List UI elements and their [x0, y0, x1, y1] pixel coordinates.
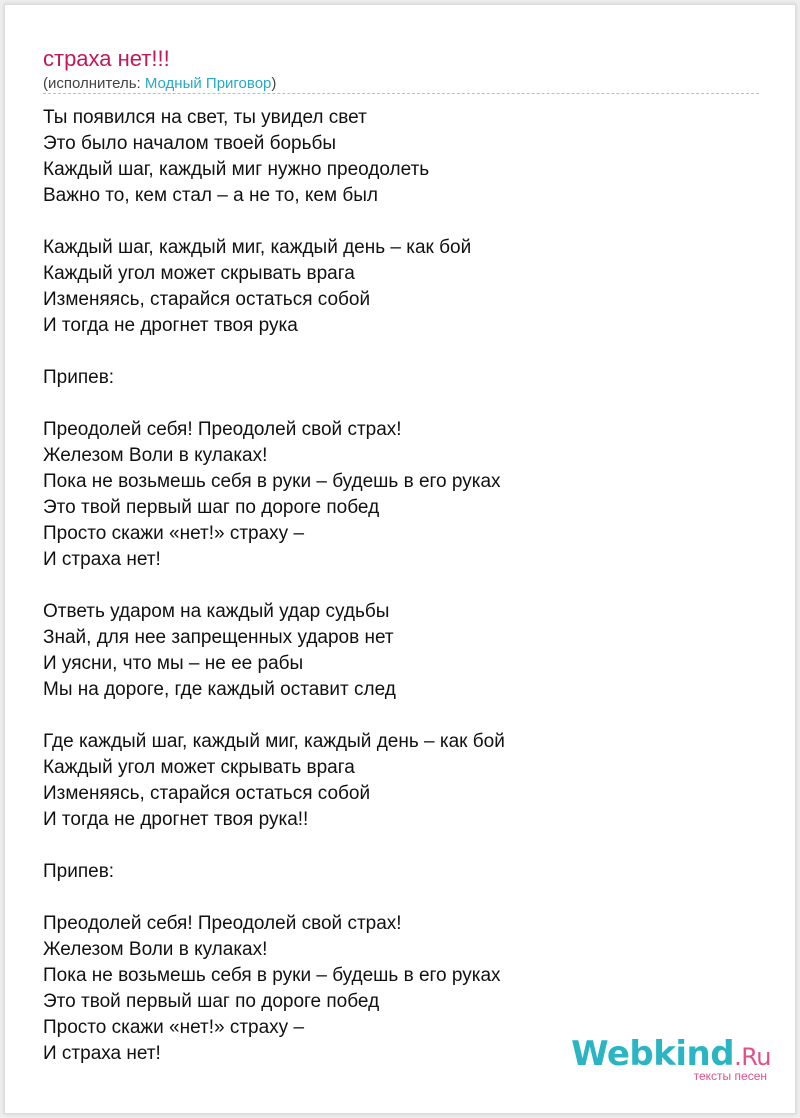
lyrics-line: Ответь ударом на каждый удар судьбы	[43, 601, 390, 622]
lyrics-line: Просто скажи «нет!» страху –	[43, 523, 305, 544]
song-title: страха нет!!!	[43, 46, 170, 71]
dashed-divider	[43, 93, 759, 94]
lyrics-card	[4, 4, 796, 1114]
lyrics-line: Железом Воли в кулаках!	[43, 939, 268, 960]
lyrics-line: Просто скажи «нет!» страху –	[43, 1017, 305, 1038]
lyrics-stanza	[43, 235, 743, 339]
lyrics-stanza	[43, 599, 743, 703]
lyrics-line: Изменяясь, старайся остаться собой	[43, 289, 371, 310]
webkind-logo[interactable]	[571, 1035, 771, 1085]
lyrics-line: Припев:	[43, 367, 115, 388]
artist-line	[43, 74, 276, 94]
lyrics-body	[43, 105, 743, 1093]
lyrics-line: Пока не возьмешь себя в руки – будешь в его руках	[43, 965, 501, 986]
artist-link[interactable]: Модный Приговор	[144, 75, 272, 92]
lyrics-stanza	[43, 417, 743, 573]
lyrics-line: Преодолей себя! Преодолей свой страх!	[43, 913, 402, 934]
logo-tagline: тексты песен	[693, 1069, 767, 1083]
lyrics-line: Припев:	[43, 861, 115, 882]
artist-suffix: )	[271, 75, 277, 92]
lyrics-line: Изменяясь, старайся остаться собой	[43, 783, 371, 804]
lyrics-line: Пока не возьмешь себя в руки – будешь в его руках	[43, 471, 501, 492]
lyrics-line: Мы на дороге, где каждый оставит след	[43, 679, 396, 700]
lyrics-line: Это твой первый шаг по дороге побед	[43, 497, 380, 518]
lyrics-line: И тогда не дрогнет твоя рука!!	[43, 809, 309, 830]
lyrics-line: Каждый шаг, каждый миг нужно преодолеть	[43, 159, 430, 180]
lyrics-line: Преодолей себя! Преодолей свой страх!	[43, 419, 402, 440]
lyrics-line: Ты появился на свет, ты увидел свет	[43, 107, 367, 128]
lyrics-line: И уясни, что мы – не ее рабы	[43, 653, 304, 674]
logo-tld: .Ru	[734, 1043, 771, 1071]
lyrics-line: Каждый шаг, каждый миг, каждый день – как бой	[43, 237, 472, 258]
lyrics-line: И тогда не дрогнет твоя рука	[43, 315, 298, 336]
lyrics-line: Важно то, кем стал – а не то, кем был	[43, 185, 378, 206]
lyrics-line: Железом Воли в кулаках!	[43, 445, 268, 466]
lyrics-stanza	[43, 365, 743, 391]
logo-name: Webkind	[571, 1034, 735, 1074]
lyrics-line: И страха нет!	[43, 549, 161, 570]
artist-prefix: (исполнитель:	[43, 75, 145, 92]
lyrics-stanza	[43, 105, 743, 209]
lyrics-stanza	[43, 859, 743, 885]
lyrics-stanza	[43, 729, 743, 833]
lyrics-line: Знай, для нее запрещенных ударов нет	[43, 627, 394, 648]
lyrics-line: Это твой первый шаг по дороге побед	[43, 991, 380, 1012]
lyrics-line: Это было началом твоей борьбы	[43, 133, 337, 154]
lyrics-line: Каждый угол может скрывать врага	[43, 263, 355, 284]
lyrics-line: И страха нет!	[43, 1043, 161, 1064]
lyrics-line: Где каждый шаг, каждый миг, каждый день – как бой	[43, 731, 505, 752]
lyrics-line: Каждый угол может скрывать врага	[43, 757, 355, 778]
